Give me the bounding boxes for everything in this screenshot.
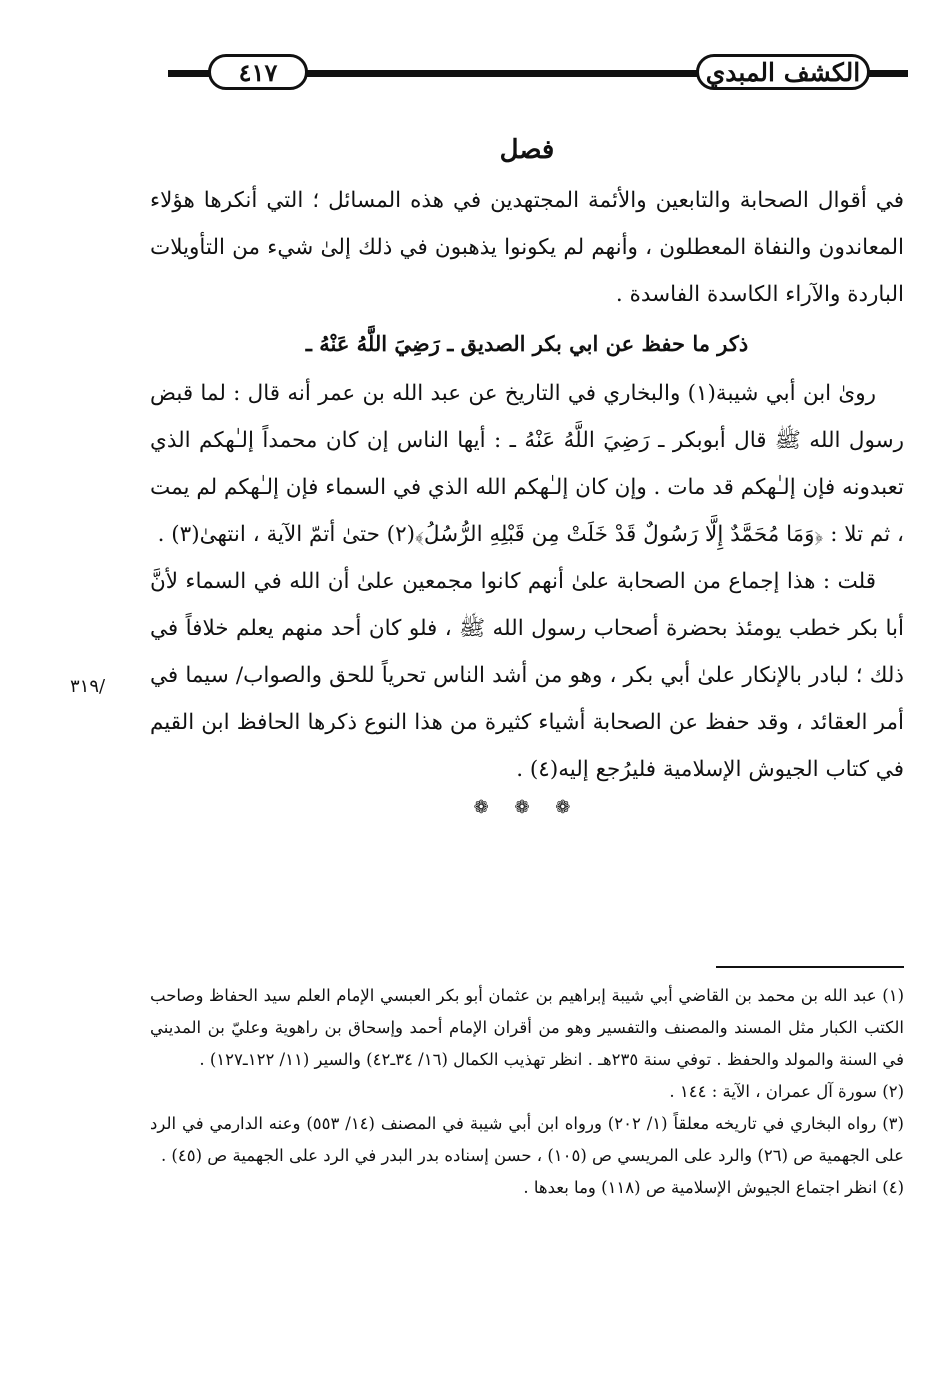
section-title: فصل bbox=[499, 135, 555, 165]
footnote-4: (٤) انظر اجتماع الجيوش الإسلامية ص (١١٨) وما بعدها . bbox=[523, 1178, 904, 1197]
footnote-1: (١) عبد الله بن محمد بن القاضي أبي شيبة إبراهيم بن عثمان أبو بكر العبسي الإمام العلم سيد الحفاظ وصاحب الكتب الكبار مثل المسند والمصنف والتفسير وهو من أقران الإمام أحمد وإسحاق بن راهوية وعليّ بن المديني في السنة والمولد والحفظ . توفي سنة ٢٣٥هـ . انظر تهذيب الكمال (١٦/ ٣٤ـ٤٢) والسير (١١/ ١٢٢ـ١٢٧) . bbox=[150, 986, 904, 1069]
book-title: الكشف المبدي bbox=[696, 54, 870, 90]
footnote-separator bbox=[716, 966, 904, 968]
footnote-2: (٢) سورة آل عمران ، الآية : ١٤٤ . bbox=[669, 1082, 904, 1101]
page-number: ٤١٧ bbox=[208, 54, 308, 90]
header-rule-middle bbox=[284, 70, 722, 77]
footnote-3: (٣) رواه البخاري في تاريخه معلقاً (١/ ٢٠٢) ورواه ابن أبي شيبة في المصنف (١٤/ ٥٥٣) وعنه الدارمي في الرد على الجهمية ص (٢٦) والرد على المريسي ص (١٠٥) ، حسن إسناده بدر البدر في الرد على الجهمية ص (٤٥) . bbox=[150, 1114, 904, 1165]
footnotes bbox=[150, 980, 904, 1204]
paragraph-intro: في أقوال الصحابة والتابعين والأئمة المجتهدين في هذه المسائل ؛ التي أنكرها هؤلاء المعاندون والنفاة المعطلون ، وأنهم لم يكونوا يذهبون في ذلك إلىٰ شيء من التأويلات الباردة والآراء الكاسدة الفاسدة . bbox=[150, 188, 904, 307]
main-text bbox=[150, 135, 904, 818]
section-end-ornament: ❁ ❁ ❁ bbox=[473, 797, 581, 818]
paragraph-narration: روىٰ ابن أبي شيبة(١) والبخاري في التاريخ عن عبد الله بن عمر أنه قال : لما قبض رسول الله ﷺ قال أبوبكر ـ رَضِيَ اللَّهُ عَنْهُ ـ : أيها الناس إن كان محمداً إلـٰهكم الذي تعبدونه فإن إلـٰهكم قد مات . وإن كان إلـٰهكم الله الذي في السماء فإن إلـٰهكم لم يمت ، ثم تلا : ﴿وَمَا مُحَمَّدٌ إِلَّا رَسُولٌ قَدْ خَلَتْ مِن قَبْلِهِ الرُّسُلُ﴾(٢) حتىٰ أتمّ الآية ، انتهىٰ(٣) . bbox=[150, 381, 904, 547]
subheading: ذكر ما حفظ عن ابي بكر الصديق ـ رَضِيَ اللَّهُ عَنْهُ ـ bbox=[305, 331, 749, 356]
paragraph-commentary: قلت : هذا إجماع من الصحابة علىٰ أنهم كانوا مجمعين علىٰ أن الله في السماء لأنَّ أبا بكر خطب يومئذ بحضرة أصحاب رسول الله ﷺ ، فلو كان أحد منهم يعلم خلافاً في ذلك ؛ لبادر بالإنكار علىٰ أبي بكر ، وهو من أشد الناس تحرياً للحق والصواب/ سيما في أمر العقائد ، وقد حفظ عن الصحابة أشياء كثيرة من هذا النوع ذكرها الحافظ ابن القيم في كتاب الجيوش الإسلامية فليرُجع إليه(٤) . bbox=[150, 569, 904, 782]
margin-page-reference: ٣١٩/ bbox=[70, 676, 106, 697]
page-header bbox=[168, 46, 908, 102]
